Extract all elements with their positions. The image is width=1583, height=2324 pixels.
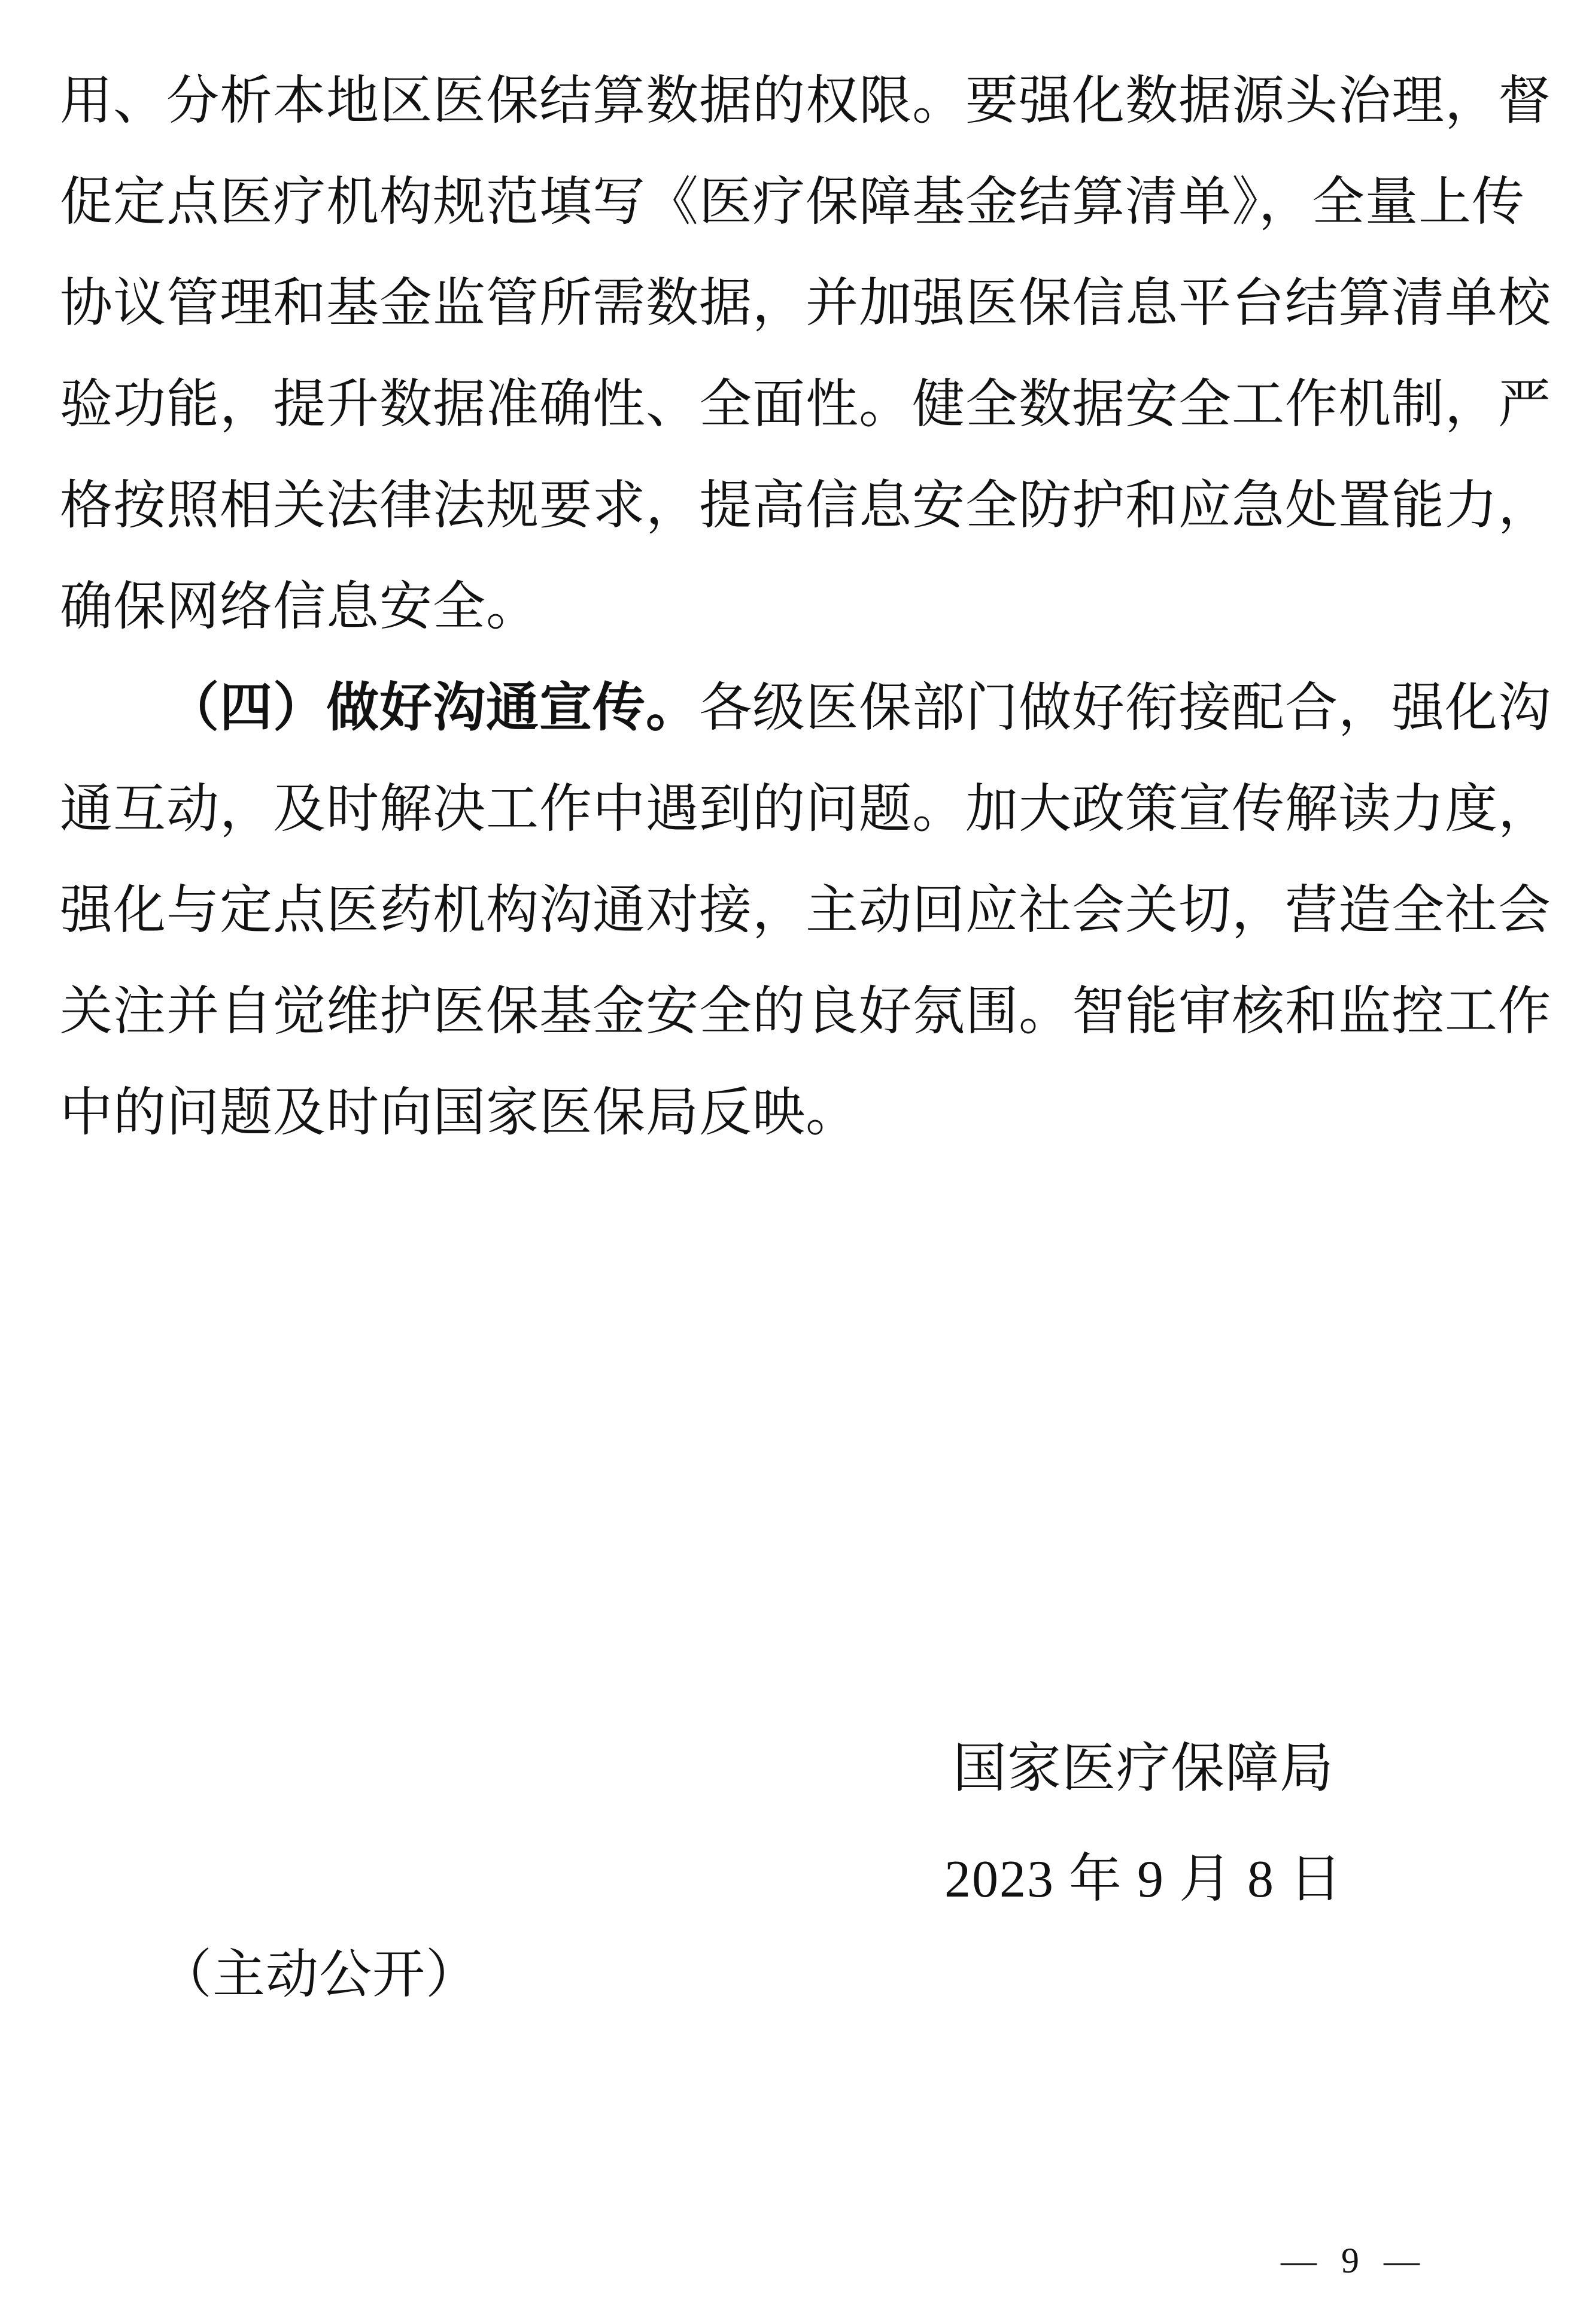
body-line-1: 用、分析本地区医保结算数据的权限。要强化数据源头治理，督 [60, 72, 1552, 131]
body-line-10: 关注并自觉维护医保基金安全的良好氛围。智能审核和监控工作 [60, 983, 1552, 1041]
page-number: — 9 — [1281, 2241, 1420, 2280]
disclosure-note: （主动公开） [159, 1946, 479, 2004]
body-line-2: 促定点医疗机构规范填写《医疗保障基金结算清单》，全量上传 [60, 174, 1526, 232]
body-line-9: 强化与定点医药机构沟通对接，主动回应社会关切，营造全社会 [60, 882, 1552, 940]
body-line-8: 通互动，及时解决工作中遇到的问题。加大政策宣传解读力度， [60, 781, 1552, 839]
body-line-3: 协议管理和基金监管所需数据，并加强医保信息平台结算清单校 [60, 275, 1552, 333]
paragraph-four-heading: （四）做好沟通宣传。 [166, 679, 700, 738]
body-line-11: 中的问题及时向国家医保局反映。 [60, 1084, 859, 1142]
paragraph-four-first-line-rest: 各级医保部门做好衔接配合，强化沟 [699, 679, 1552, 738]
body-line-5: 格按照相关法律法规要求，提高信息安全防护和应急处置能力， [60, 477, 1552, 535]
body-line-6: 确保网络信息安全。 [60, 578, 540, 636]
signature-agency: 国家医疗保障局 [953, 1739, 1334, 1798]
paragraph-four-first-line [166, 670, 1551, 748]
signature-date: 2023 年 9 月 8 日 [944, 1850, 1344, 1909]
body-line-4: 验功能，提升数据准确性、全面性。健全数据安全工作机制，严 [60, 376, 1552, 434]
